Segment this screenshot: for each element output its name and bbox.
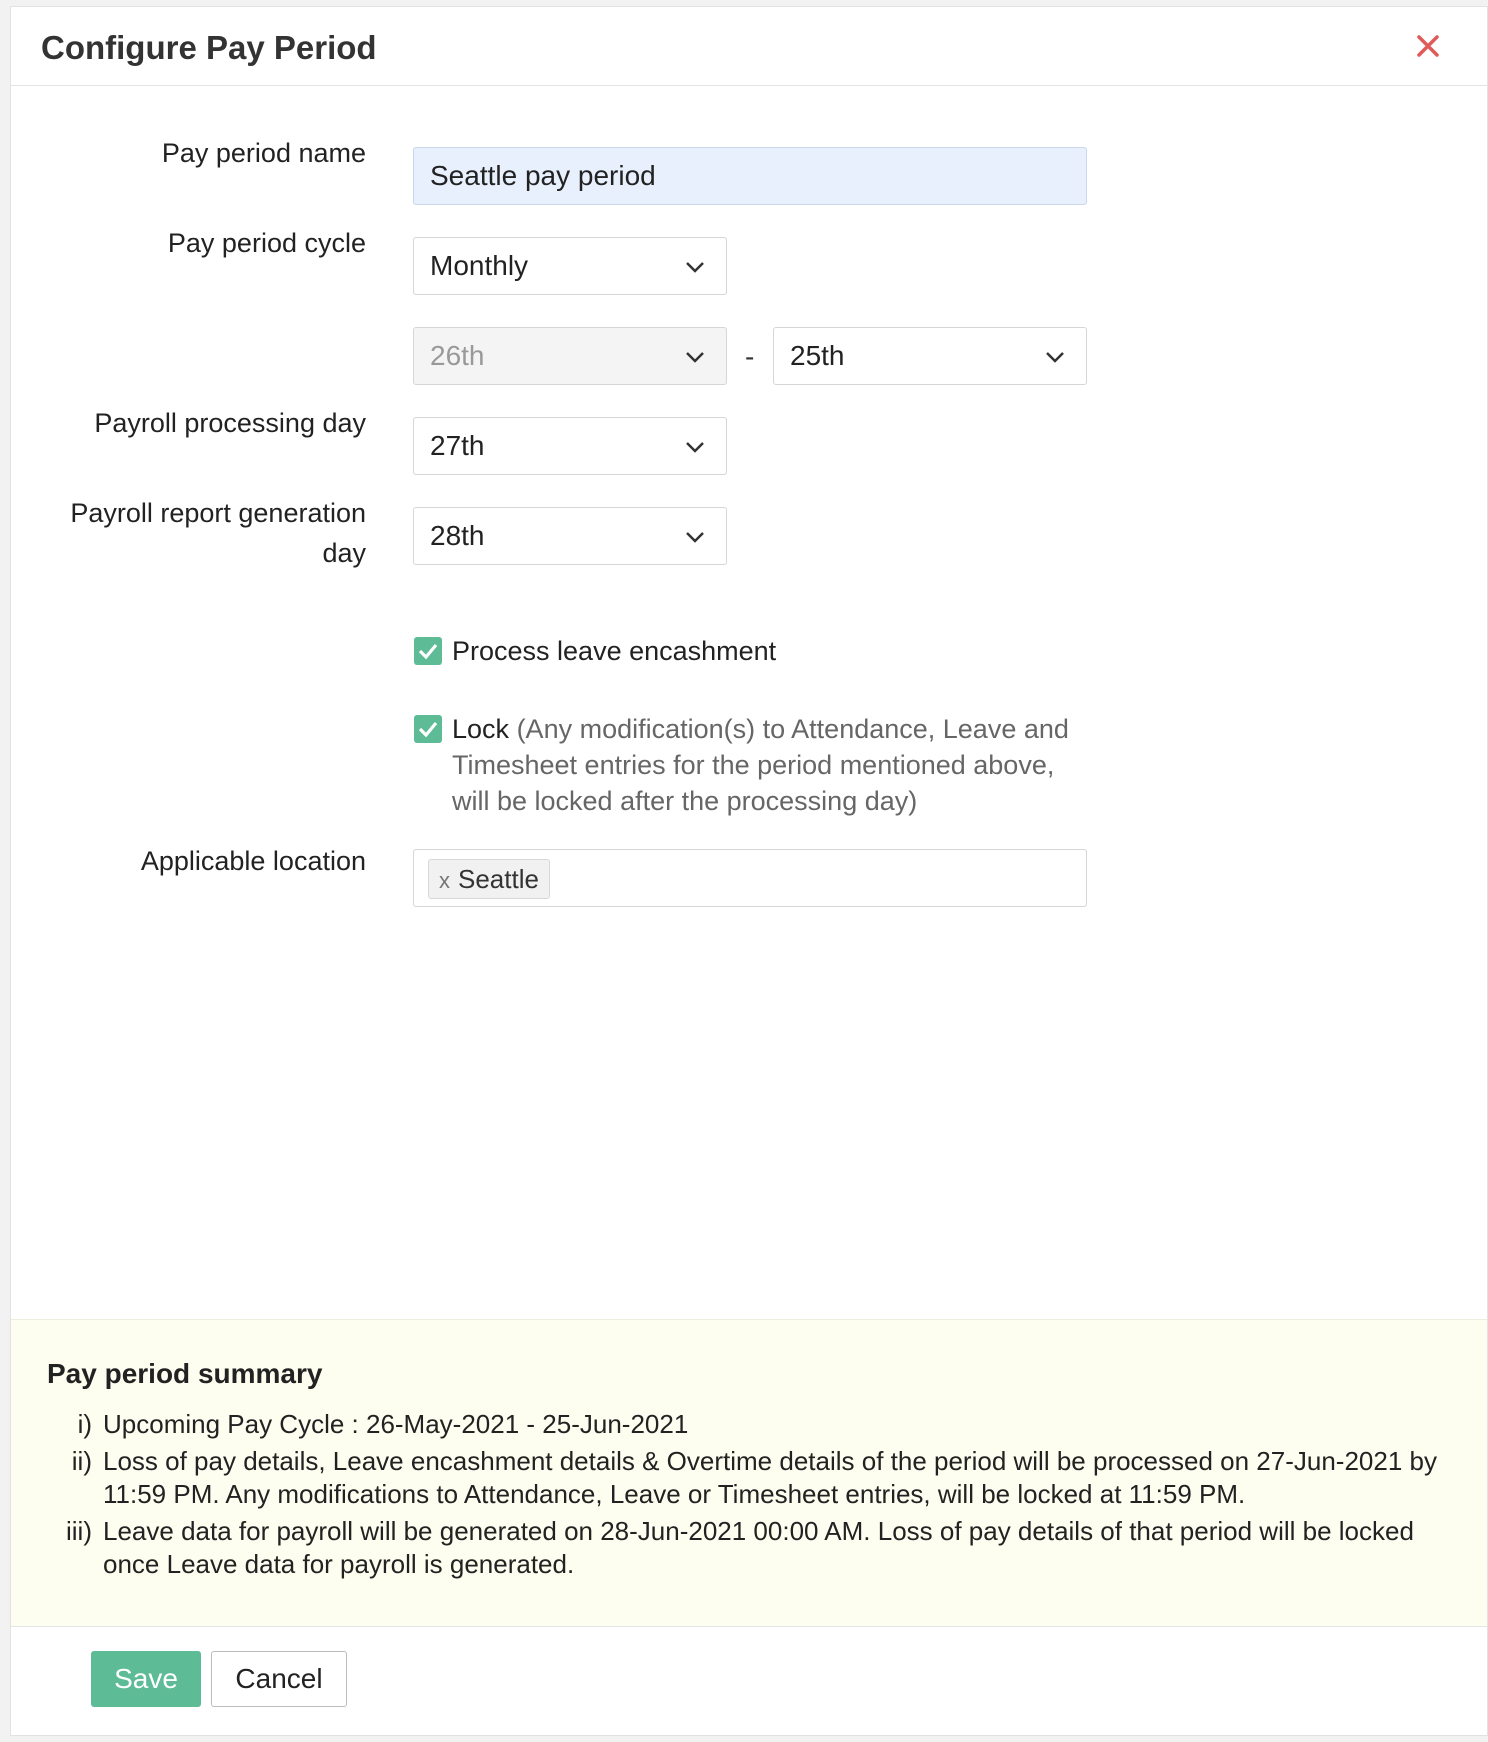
summary-item (47, 1445, 1463, 1511)
processing-day-select[interactable] (413, 417, 727, 475)
cycle-end-day-value: 25th (790, 340, 845, 371)
chevron-down-icon (684, 436, 706, 458)
pay-period-cycle-select[interactable] (413, 237, 727, 295)
chevron-down-icon (1044, 346, 1066, 368)
report-day-select[interactable] (413, 507, 727, 565)
report-day-value: 28th (430, 520, 485, 551)
leave-encashment-checkbox[interactable] (414, 637, 442, 665)
pay-period-cycle-label: Pay period cycle (167, 228, 366, 258)
summary-item (47, 1515, 1463, 1581)
range-separator: - (745, 341, 755, 372)
summary-item-number: ii) (71, 1446, 92, 1476)
processing-day-label: Payroll processing day (94, 408, 366, 438)
cycle-start-day-select (413, 327, 727, 385)
cycle-end-day-select[interactable] (773, 327, 1087, 385)
summary-item-text: Loss of pay details, Leave encashment details & Overtime details of the period will be processed on 27-Jun-2021 by 11:59 PM. Any modifications to Attendance, Leave or Timesheet entries, will be locked at 11:59 PM. (103, 1446, 1437, 1509)
leave-encashment-label: Process leave encashment (452, 636, 777, 666)
summary-item (47, 1408, 1463, 1441)
processing-day-value: 27th (430, 430, 485, 461)
summary-title: Pay period summary (47, 1358, 323, 1389)
summary-list (47, 1408, 1463, 1585)
summary-item-text: Leave data for payroll will be generated on 28-Jun-2021 00:00 AM. Loss of pay details of that period will be locked once Leave data for payroll is generated. (103, 1516, 1414, 1579)
checkmark-icon (414, 637, 442, 665)
summary-item-number: iii) (66, 1516, 92, 1546)
cycle-start-day-value: 26th (430, 340, 485, 371)
close-icon[interactable] (1413, 31, 1443, 61)
lock-label: Lock (452, 714, 510, 744)
report-day-label-line2: day (322, 538, 366, 568)
summary-item-text: Upcoming Pay Cycle : 26-May-2021 - 25-Jun-2021 (103, 1409, 689, 1439)
location-tag (428, 859, 550, 899)
chevron-down-icon (684, 346, 706, 368)
tag-remove-icon[interactable]: x (439, 868, 450, 893)
pay-period-cycle-value: Monthly (430, 250, 529, 281)
location-tag-label: Seattle (458, 864, 539, 894)
chevron-down-icon (684, 256, 706, 278)
location-multiselect[interactable] (413, 849, 1087, 907)
pay-period-name-input[interactable]: Seattle pay period (413, 147, 1087, 205)
location-label: Applicable location (140, 846, 366, 876)
report-day-label-line1: Payroll report generation (70, 498, 366, 528)
lock-description: (Any modification(s) to Attendance, Leave and Timesheet entries for the period mentioned above, will be locked after the processing day) (452, 714, 1069, 816)
configure-pay-period-dialog (10, 6, 1488, 1736)
chevron-down-icon (684, 526, 706, 548)
checkmark-icon (414, 715, 442, 743)
pay-period-name-label: Pay period name (161, 138, 366, 168)
dialog-header (11, 7, 1487, 86)
cancel-button[interactable]: Cancel (211, 1651, 347, 1707)
report-day-label (41, 493, 366, 573)
dialog-title: Configure Pay Period (41, 29, 377, 66)
save-button[interactable]: Save (91, 1651, 201, 1707)
lock-checkbox[interactable] (414, 715, 442, 743)
summary-item-number: i) (77, 1409, 92, 1439)
pay-period-summary (11, 1319, 1487, 1627)
lock-text (452, 711, 1092, 819)
